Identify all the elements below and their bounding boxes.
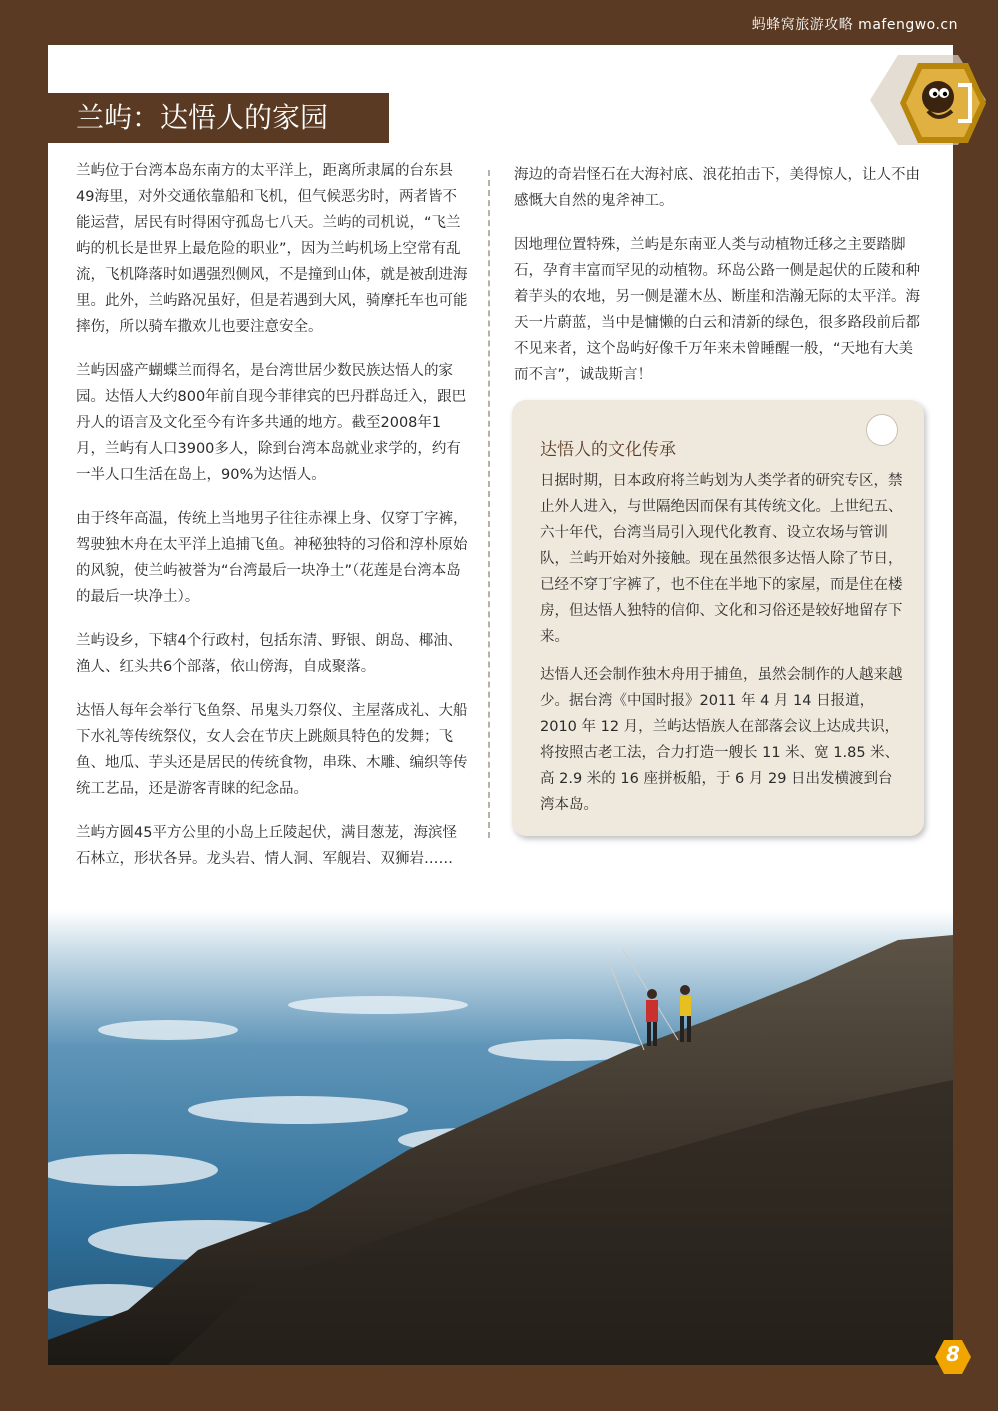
paragraph: 兰屿设乡，下辖4个行政村，包括东清、野银、朗岛、椰油、渔人、红头共6个部落，依山傍海，自成聚落。 bbox=[76, 633, 463, 675]
mafengwo-logo-icon[interactable] bbox=[858, 45, 988, 155]
article-title-bar bbox=[48, 93, 389, 143]
top-bar bbox=[0, 0, 998, 45]
paragraph: 兰屿位于台湾本岛东南方的太平洋上，距离所隶属的台东县49海里，对外交通依靠船和飞机，但气候恶劣时，两者皆不能运营，居民有时得困守孤岛七八天。兰屿的司机说，“飞兰屿的机长是世界上最危险的职业”，因为兰屿机场上空常有乱流，飞机降落时如遇强烈侧风，不是撞到山体，就是被刮进海里。此外，兰屿路况虽好，但是若遇到大风，骑摩托车也可能摔伤，所以骑车撒欢儿也要注意安全。 bbox=[76, 163, 468, 335]
paragraph: 因地理位置特殊，兰屿是东南亚人类与动植物迁移之主要踏脚石，孕育丰富而罕见的动植物。环岛公路一侧是起伏的丘陵和种着芋头的农地，另一侧是灌木丛、断崖和浩瀚无际的太平洋。海天一片蔚蓝，当中是慵懒的白云和清新的绿色，很多路段前后都不见来者，这个岛屿好像千万年来未曾睡醒一般，“天地有大美而不言”，诚哉斯言！ bbox=[514, 237, 920, 383]
sidebar-paragraph: 日据时期，日本政府将兰屿划为人类学者的研究专区，禁止外人进入，与世隔绝因而保有其传统文化。上世纪五、六十年代，台湾当局引入现代化教育、设立农场与管训队，兰屿开始对外接触。现在虽然很多达悟人除了节日，已经不穿丁字裤了，也不住在半地下的家屋，而是住在楼房，但达悟人独特的信仰、文化和习俗还是较好地留存下来。 bbox=[540, 473, 903, 645]
circle-icon bbox=[866, 414, 898, 446]
paragraph: 兰屿方圆45平方公里的小岛上丘陵起伏，满目葱茏，海滨怪石林立，形状各异。龙头岩、情人洞、军舰岩、双狮岩…… bbox=[76, 825, 457, 867]
right-column bbox=[514, 162, 924, 406]
paragraph: 由于终年高温，传统上当地男子往往赤裸上身、仅穿丁字裤，驾驶独木舟在太平洋上追捕飞鱼。神秘独特的习俗和淳朴原始的风貌，使兰屿被誉为“台湾最后一块净土”（花莲是台湾本岛的最后一块净土）。 bbox=[76, 511, 468, 605]
paragraph: 兰屿因盛产蝴蝶兰而得名，是台湾世居少数民族达悟人的家园。达悟人大约800年前自现今菲律宾的巴丹群岛迁入，跟巴丹人的语言及文化至今有许多共通的地方。截至2008年1月，兰屿有人口3900多人，除到台湾本岛就业求学的，约有一半人口生活在岛上，90%为达悟人。 bbox=[76, 363, 467, 483]
paragraph: 海边的奇岩怪石在大海衬底、浪花拍击下，美得惊人，让人不由感慨大自然的鬼斧神工。 bbox=[514, 167, 920, 209]
sidebar-title: 达悟人的文化传承 bbox=[540, 440, 676, 460]
sidebar-box bbox=[512, 400, 924, 836]
left-column bbox=[76, 158, 468, 890]
coast-photo bbox=[48, 910, 953, 1365]
article-title: 兰屿：达悟人的家园 bbox=[76, 101, 329, 134]
sidebar-paragraph: 达悟人还会制作独木舟用于捕鱼，虽然会制作的人越来越少。据台湾《中国时报》2011 年 4 月 14 日报道，2010 年 12 月，兰屿达悟族人在部落会议上达成共识，将按照古老工法，合力打造一艘长 11 米、宽 1.85 米、高 2.9 米的 16 座拼板船，于 6 月 29 日出发横渡到台湾本岛。 bbox=[540, 667, 903, 813]
page-number: 8 bbox=[946, 1342, 960, 1366]
sidebar-text bbox=[540, 468, 904, 830]
site-name[interactable]: 蚂蜂窝旅游攻略 mafengwo.cn bbox=[751, 17, 958, 33]
page-number-badge bbox=[934, 1338, 972, 1376]
paragraph: 达悟人每年会举行飞鱼祭、吊鬼头刀祭仪、主屋落成礼、大船下水礼等传统祭仪，女人会在节庆上跳颇具特色的发舞；飞鱼、地瓜、芋头还是居民的传统食物，串珠、木雕、编织等传统工艺品，还是游客青睐的纪念品。 bbox=[76, 703, 468, 797]
column-divider bbox=[488, 170, 490, 838]
